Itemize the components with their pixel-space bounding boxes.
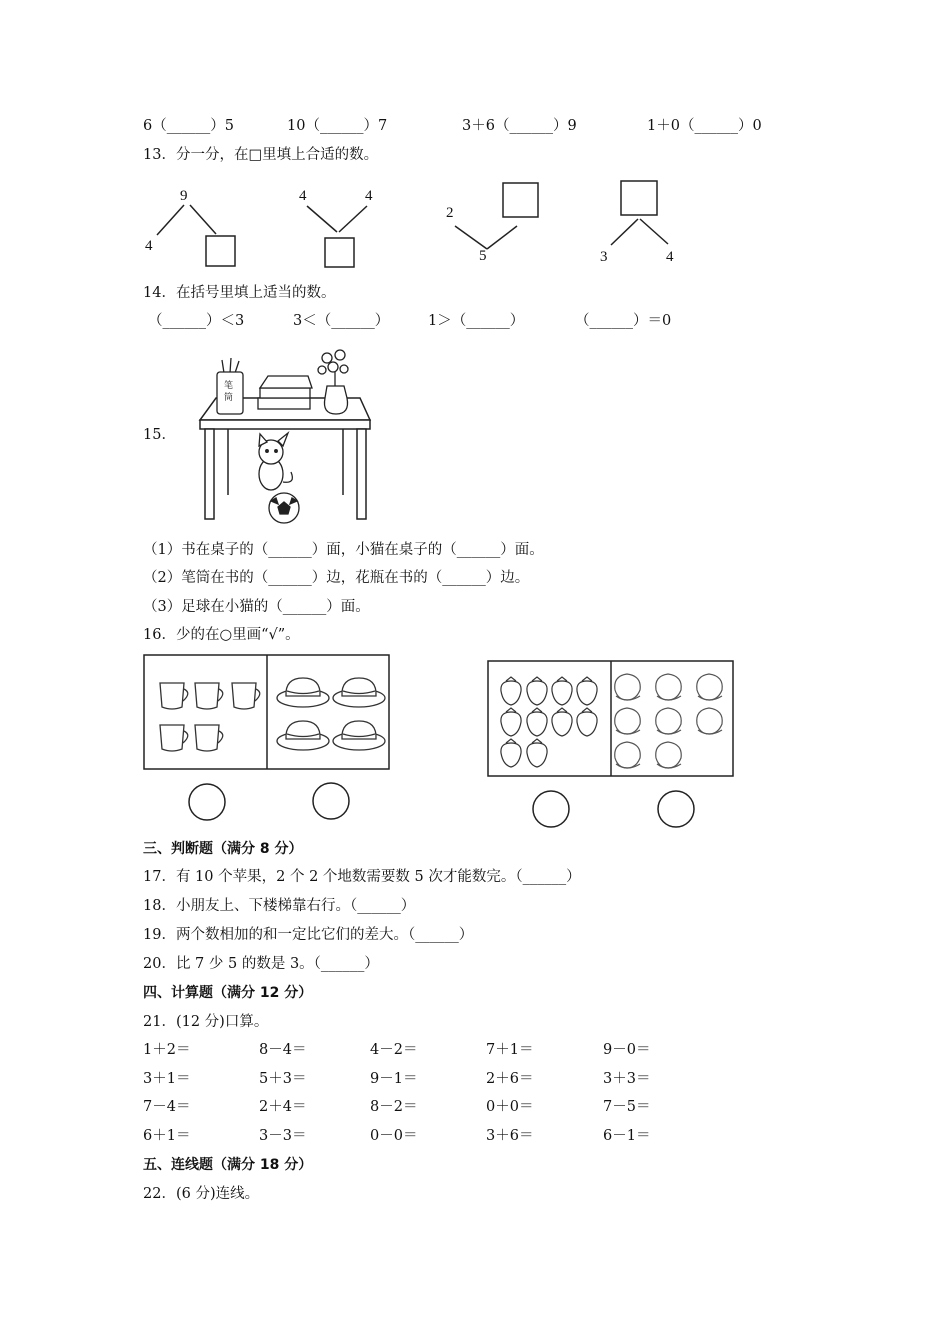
calc-2-3: 9－1＝ (370, 1071, 418, 1087)
q14-item-4: （______）＝0 (575, 313, 672, 329)
q12-item-3: 3＋6（______）9 (462, 118, 577, 134)
answer-box-2[interactable] (325, 238, 354, 267)
q14-item-1: （______）＜3 (148, 313, 245, 329)
tree3-left: 2 (446, 205, 454, 221)
q15-sub-2: （2）笔筒在书的（______）边，花瓶在书的（______）边。 (143, 570, 530, 586)
answer-circle-strawberries[interactable] (533, 791, 569, 827)
calc-2-2: 5＋3＝ (259, 1071, 307, 1087)
calc-3-2: 2＋4＝ (259, 1099, 307, 1115)
tree4-left: 3 (600, 249, 608, 265)
calc-2-1: 3＋1＝ (143, 1071, 191, 1087)
strawberry-icons (501, 677, 597, 767)
peach-icons (615, 674, 722, 768)
calc-1-2: 8－4＝ (259, 1042, 307, 1058)
calc-4-5: 6－1＝ (603, 1128, 651, 1144)
hat-icons (277, 678, 385, 750)
pen-holder-label: 笔筒 (224, 381, 234, 403)
tree2-right: 4 (365, 188, 373, 204)
q17: 17．有 10 个苹果，2 个 2 个地数需要数 5 次才能数完。（______） (143, 869, 581, 885)
tree3-bottom: 5 (479, 248, 487, 264)
answer-box-3[interactable] (503, 183, 538, 217)
q12-item-4: 1＋0（______）0 (647, 118, 762, 134)
q20: 20．比 7 少 5 的数是 3。（______） (143, 956, 379, 972)
calc-1-5: 9－0＝ (603, 1042, 651, 1058)
answer-circle-cups[interactable] (189, 784, 225, 820)
answer-box-1[interactable] (206, 236, 235, 266)
q19: 19．两个数相加的和一定比它们的差大。（______） (143, 927, 474, 943)
football-icon (269, 493, 299, 523)
tree2-left: 4 (299, 188, 307, 204)
calc-1-1: 1＋2＝ (143, 1042, 191, 1058)
tree1-left: 4 (145, 238, 153, 254)
answer-circle-peaches[interactable] (658, 791, 694, 827)
cup-icons (160, 683, 260, 751)
q15-sub-3: （3）足球在小猫的（______）面。 (143, 599, 370, 615)
q14-item-3: 1＞（______） (428, 313, 525, 329)
q14-title: 14．在括号里填上适当的数。 (143, 285, 336, 301)
calc-3-4: 0＋0＝ (486, 1099, 534, 1115)
q12-item-2: 10（______）7 (287, 118, 388, 134)
calc-1-3: 4－2＝ (370, 1042, 418, 1058)
q15-number: 15． (143, 427, 176, 443)
calc-1-4: 7＋1＝ (486, 1042, 534, 1058)
q12-item-1: 6（______）5 (143, 118, 234, 134)
number-tree-4 (611, 181, 668, 245)
number-tree-1 (157, 205, 235, 266)
calc-4-1: 6＋1＝ (143, 1128, 191, 1144)
calc-3-1: 7－4＝ (143, 1099, 191, 1115)
q13-title: 13．分一分，在□里填上合适的数。 (143, 147, 379, 163)
comparison-box-1 (144, 655, 389, 769)
calc-3-5: 7－5＝ (603, 1099, 651, 1115)
section5-heading: 五、连线题（满分 18 分） (143, 1157, 313, 1173)
books-icon (258, 376, 312, 409)
tree1-top: 9 (180, 188, 188, 204)
q14-item-2: 3＜（______） (293, 313, 390, 329)
q15-sub-1: （1）书在桌子的（______）面，小猫在桌子的（______）面。 (143, 542, 544, 558)
answer-box-4[interactable] (621, 181, 657, 215)
answer-circle-hats[interactable] (313, 783, 349, 819)
cat-icon (259, 433, 292, 490)
comparison-box-2 (488, 661, 733, 776)
q18: 18．小朋友上、下楼梯靠右行。（______） (143, 898, 416, 914)
tree4-right: 4 (666, 249, 674, 265)
number-tree-2 (307, 206, 367, 267)
q21-title: 21．(12 分)口算。 (143, 1014, 269, 1030)
section4-heading: 四、计算题（满分 12 分） (143, 985, 313, 1001)
q22-title: 22．(6 分)连线。 (143, 1186, 260, 1202)
number-tree-3 (455, 183, 538, 249)
q16-title: 16．少的在○里画“√”。 (143, 627, 300, 643)
section3-heading: 三、判断题（满分 8 分） (143, 841, 303, 857)
calc-2-4: 2＋6＝ (486, 1071, 534, 1087)
calc-4-4: 3＋6＝ (486, 1128, 534, 1144)
calc-3-3: 8－2＝ (370, 1099, 418, 1115)
calc-4-3: 0－0＝ (370, 1128, 418, 1144)
calc-2-5: 3＋3＝ (603, 1071, 651, 1087)
calc-4-2: 3－3＝ (259, 1128, 307, 1144)
